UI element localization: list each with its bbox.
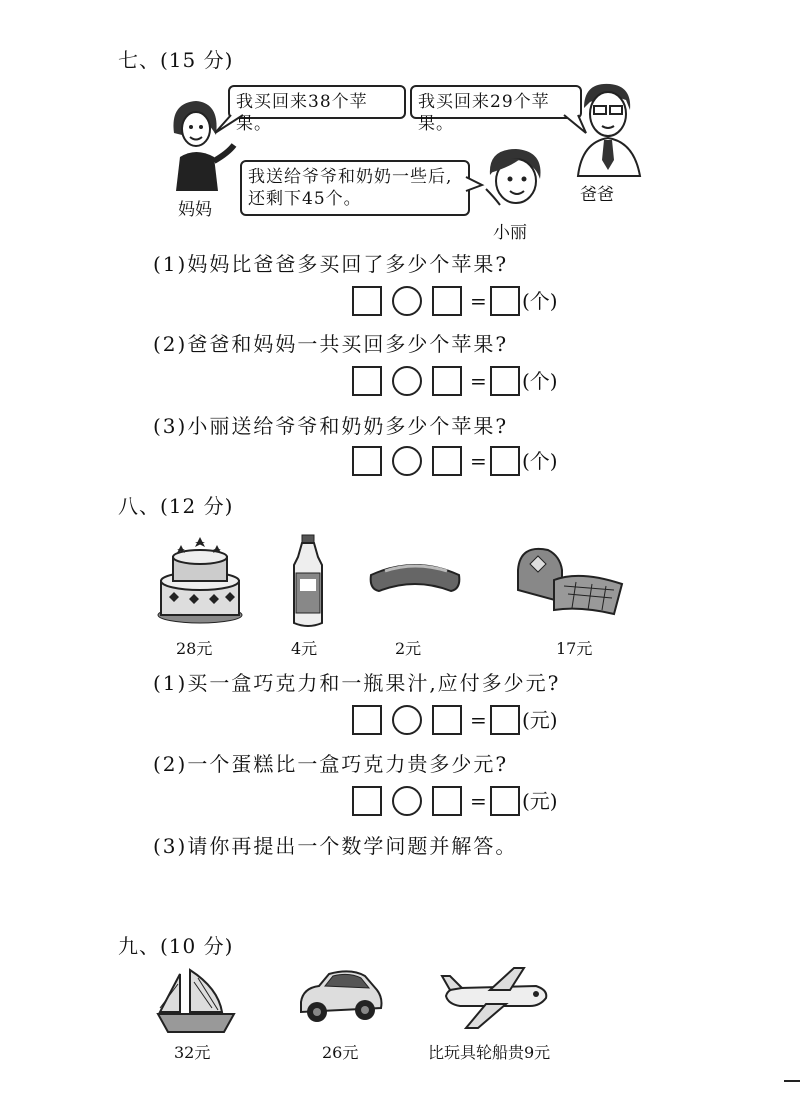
answer-box[interactable] (490, 366, 520, 396)
operator-circle[interactable] (392, 705, 422, 735)
answer-box[interactable] (490, 446, 520, 476)
s7-question-3: (3)小丽送给爷爷和奶奶多少个苹果? (153, 414, 509, 438)
answer-box[interactable] (352, 366, 382, 396)
dad-speech-bubble (410, 85, 582, 134)
answer-box[interactable] (432, 286, 462, 316)
boat-icon (150, 968, 240, 1034)
mom-speech-text: 我买回来38个苹果。 (236, 92, 368, 134)
sausage-price: 2元 (395, 639, 422, 658)
xiaoli-speech-line1: 我送给爷爷和奶奶一些后, (248, 167, 453, 187)
answer-box[interactable] (490, 786, 520, 816)
answer-box[interactable] (490, 286, 520, 316)
equals-sign: = (470, 369, 487, 393)
juice-price: 4元 (291, 639, 318, 658)
unit-label: (元) (522, 789, 558, 813)
operator-circle[interactable] (392, 366, 422, 396)
xiaoli-figure (480, 145, 550, 215)
answer-box[interactable] (352, 786, 382, 816)
dad-label: 爸爸 (580, 185, 614, 205)
s7-question-1: (1)妈妈比爸爸多买回了多少个苹果? (153, 252, 509, 276)
xiaoli-speech-line2: 还剩下45个。 (248, 189, 362, 209)
mom-speech-bubble (228, 85, 406, 134)
chocolate-price: 17元 (556, 639, 593, 658)
car-icon (295, 968, 385, 1028)
car-price: 26元 (322, 1043, 359, 1062)
answer-box[interactable] (432, 366, 462, 396)
plane-price: 比玩具轮船贵9元 (428, 1043, 551, 1062)
dad-speech-text: 我买回来29个苹果。 (418, 92, 550, 134)
s8-q2-answer-row (352, 786, 582, 818)
s7-q1-answer-row (352, 286, 582, 318)
mom-figure (160, 95, 235, 195)
answer-box[interactable] (352, 286, 382, 316)
answer-box[interactable] (490, 705, 520, 735)
unit-label: (个) (522, 449, 558, 473)
answer-box[interactable] (432, 786, 462, 816)
s7-q2-answer-row (352, 366, 582, 398)
cake-price: 28元 (176, 639, 213, 658)
equals-sign: = (470, 289, 487, 313)
xiaoli-label: 小丽 (493, 223, 527, 243)
s7-question-2: (2)爸爸和妈妈一共买回多少个苹果? (153, 332, 509, 356)
chocolate-box-icon (510, 540, 630, 620)
section8-heading: 八、(12 分) (118, 494, 234, 518)
section7-heading: 七、(15 分) (118, 48, 234, 72)
juice-bottle-icon (290, 535, 326, 627)
section9-heading: 九、(10 分) (118, 934, 234, 958)
mom-label: 妈妈 (178, 200, 212, 220)
operator-circle[interactable] (392, 786, 422, 816)
unit-label: (元) (522, 708, 558, 732)
s8-question-1: (1)买一盒巧克力和一瓶果汁,应付多少元? (153, 671, 561, 695)
cake-icon (155, 535, 245, 625)
airplane-icon (440, 966, 550, 1030)
xiaoli-speech-bubble (240, 160, 470, 216)
s8-question-3: (3)请你再提出一个数学问题并解答。 (153, 834, 518, 858)
answer-box[interactable] (432, 705, 462, 735)
unit-label: (个) (522, 369, 558, 393)
unit-label: (个) (522, 289, 558, 313)
equals-sign: = (470, 789, 487, 813)
s8-question-2: (2)一个蛋糕比一盒巧克力贵多少元? (153, 752, 509, 776)
operator-circle[interactable] (392, 286, 422, 316)
dad-figure (570, 80, 645, 180)
equals-sign: = (470, 708, 487, 732)
s7-q3-answer-row (352, 446, 582, 478)
boat-price: 32元 (174, 1043, 211, 1062)
answer-box[interactable] (352, 705, 382, 735)
s8-q1-answer-row (352, 705, 582, 737)
answer-box[interactable] (352, 446, 382, 476)
page-edge-mark (784, 1080, 800, 1082)
answer-box[interactable] (432, 446, 462, 476)
sausage-icon (365, 555, 465, 605)
operator-circle[interactable] (392, 446, 422, 476)
mom-bubble-tail (215, 115, 245, 135)
equals-sign: = (470, 449, 487, 473)
